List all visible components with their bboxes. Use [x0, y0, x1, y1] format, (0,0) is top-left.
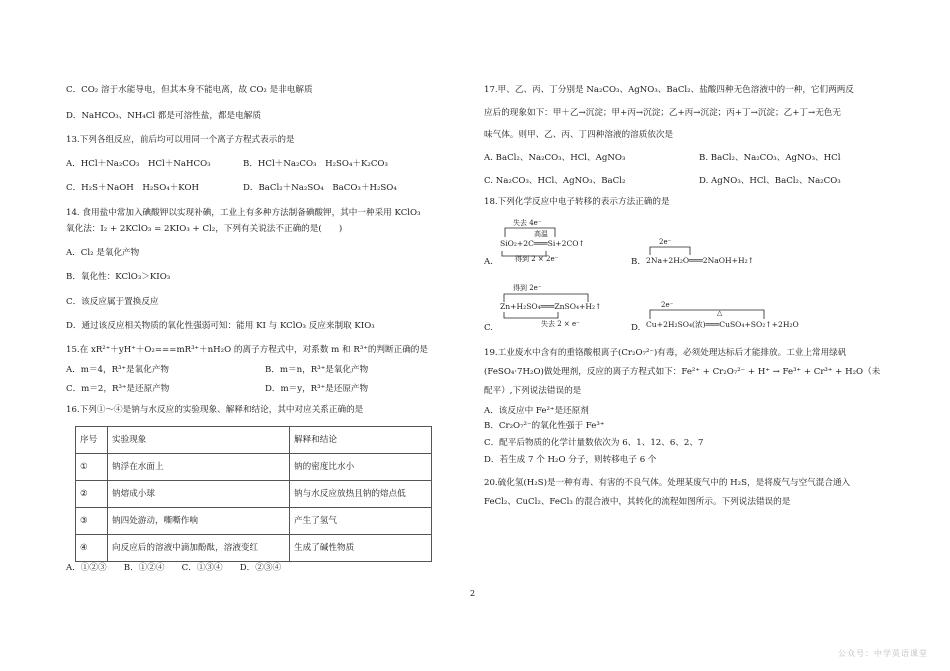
q13-stem: 13.下列各组反应，前后均可以用同一个离子方程式表示的是: [66, 135, 295, 145]
q20-stem-line1: 20.硫化氢(H₂S)是一种有毒、有害的不良气体。处理某废气中的 H₂S，是将废气与空气混合通入: [484, 478, 851, 488]
table-cell: 钠的密度比水小: [290, 454, 432, 481]
diagram-d-top-label: 2e⁻: [661, 301, 674, 309]
diagram-a-top-label: 失去 4e⁻: [513, 219, 542, 227]
q19-option-d: D．若生成 7 个 H₂O 分子，则转移电子 6 个: [484, 455, 657, 465]
q16-stem: 16.下列①～④是钠与水反应的实验现象、解释和结论，其中对应关系正确的是: [66, 405, 364, 415]
page-number: 2: [470, 589, 476, 598]
watermark: 公众号：中学英语课堂: [838, 649, 928, 658]
q18-stem: 18.下列化学反应中电子转移的表示方法正确的是: [484, 197, 670, 207]
q15-option-b: B．m＝n，R³⁺是氧化产物: [265, 365, 369, 375]
diagram-c-equation: Zn+H₂SO₄═══ZnSO₄+H₂↑: [500, 302, 602, 311]
table-header: 序号: [76, 427, 108, 454]
table-row: [76, 481, 432, 508]
q19-option-b: B．Cr₂O₇²⁻的氧化性强于 Fe³⁺: [484, 421, 605, 431]
table-cell: ③: [76, 508, 108, 535]
diagram-c-top-label: 得到 2e⁻: [513, 284, 542, 292]
table-row: [76, 454, 432, 481]
q19-stem-line1: 19.工业废水中含有的重铬酸根离子(Cr₂O₇²⁻)有毒，必须处理达标后才能排放。工业上常用绿矾: [484, 348, 847, 358]
q20-stem-line2: FeCl₂、CuCl₂、FeCl₃ 的混合液中，其转化的流程如图所示。下列说法错误的是: [484, 497, 791, 507]
table-cell: ②: [76, 481, 108, 508]
q17-option-b: B. BaCl₂、Na₂CO₃、AgNO₃、HCl: [699, 153, 841, 163]
q18-option-d-label: D.: [631, 323, 641, 333]
diagram-c-bottom-label: 失去 2 × e⁻: [541, 320, 580, 328]
diagram-c-arrows: [500, 288, 600, 324]
q15-stem: 15.在 xR²⁺＋yH⁺＋O₂===mR³⁺＋nH₂O 的离子方程式中，对系数 m 和 R³⁺的判断正确的是: [66, 345, 428, 355]
q14-option-b: B．氧化性：KClO₃＞KIO₃: [66, 272, 171, 282]
q13-option-b: B．HCl＋Na₂CO₃ H₂SO₄＋K₂CO₃: [243, 159, 388, 169]
diagram-a-arrows: [500, 222, 590, 258]
experiment-table: [75, 426, 432, 562]
diagram-d-equation: Cu+2H₂SO₄(浓)═══CuSO₄+SO₂↑+2H₂O: [646, 320, 799, 329]
table-row: [76, 508, 432, 535]
q15-option-a: A．m＝4，R³⁺是氧化产物: [66, 365, 170, 375]
table-cell: 钠浮在水面上: [108, 454, 290, 481]
table-cell: ④: [76, 535, 108, 562]
q19-stem-line3: 配平）,下列说法错误的是: [484, 386, 582, 396]
q19-option-a: A．该反应中 Fe²⁺是还原剂: [484, 406, 589, 416]
q18-option-b-label: B.: [631, 257, 641, 267]
q14-option-d: D．通过该反应相关物质的氧化性强弱可知：能用 KI 与 KClO₃ 反应来制取 KIO₃: [66, 321, 375, 331]
diagram-b-arrow: [646, 244, 706, 256]
table-cell: 钠熔成小球: [108, 481, 290, 508]
q14-option-a: A．Cl₂ 是氧化产物: [66, 248, 140, 258]
table-cell: 钠与水反应放热且钠的熔点低: [290, 481, 432, 508]
q13-option-a: A．HCl＋Na₂CO₃ HCl＋NaHCO₃: [66, 159, 211, 169]
diagram-a-equation: SiO₂+2C═══Si+2CO↑: [500, 239, 585, 248]
q18-option-a-label: A.: [484, 257, 493, 267]
diagram-b-equation: 2Na+2H₂O═══2NaOH+H₂↑: [646, 256, 755, 265]
table-header: 实验现象: [108, 427, 290, 454]
table-header-row: [76, 427, 432, 454]
diagram-a-bottom-label: 得到 2 × 2e⁻: [515, 255, 559, 263]
q13-option-d: D．BaCl₂＋Na₂SO₄ BaCO₃＋H₂SO₄: [243, 183, 397, 193]
q15-option-d: D．m＝y，R³⁺是还原产物: [265, 384, 369, 394]
q16-options: A．①②③ B．①②④ C．①③④ D．②③④: [66, 563, 282, 573]
q17-option-d: D. AgNO₃、HCl、BaCl₂、Na₂CO₃: [699, 176, 841, 186]
q17-option-a: A. BaCl₂、Na₂CO₃、HCl、AgNO₃: [484, 153, 626, 163]
diagram-a-condition: 高温: [534, 230, 548, 238]
q15-option-c: C．m＝2，R³⁺是还原产物: [66, 384, 170, 394]
table-header: 解释和结论: [290, 427, 432, 454]
q17-stem-line1: 17.甲、乙、丙、丁分别是 Na₂CO₃、AgNO₃、BaCl₂、盐酸四种无色溶液中的一种，它们两两反: [484, 85, 854, 95]
table-cell: 生成了碱性物质: [290, 535, 432, 562]
q19-option-c: C．配平后物质的化学计量数依次为 6、1、12、6、2、7: [484, 438, 704, 448]
q19-stem-line2: (FeSO₄·7H₂O)做处理剂，反应的离子方程式如下：Fe²⁺ + Cr₂O₇²⁻ + H⁺ → Fe³⁺ + Cr³⁺ + H₂O（未: [484, 367, 881, 377]
q12-option-d: D．NaHCO₃、NH₄Cl 都是可溶性盐，都是电解质: [66, 111, 261, 121]
table-row: [76, 535, 432, 562]
q17-stem-line3: 味气体。则甲、乙、丙、丁四种溶液的溶质依次是: [484, 130, 674, 140]
q13-option-c: C．H₂S＋NaOH H₂SO₄＋KOH: [66, 183, 200, 193]
q14-stem-line1: 14. 食用盐中常加入碘酸钾以实现补碘，工业上有多种方法制备碘酸钾，其中一种采用 KClO₃: [66, 208, 421, 218]
table-cell: 向反应后的溶液中滴加酚酞，溶液变红: [108, 535, 290, 562]
table-cell: ①: [76, 454, 108, 481]
diagram-d-arrow: [646, 307, 776, 320]
diagram-b-top-label: 2e⁻: [659, 238, 672, 246]
table-cell: 钠四处游动，嘶嘶作响: [108, 508, 290, 535]
q17-option-c: C. Na₂CO₃、HCl、AgNO₃、BaCl₂: [484, 176, 626, 186]
q17-stem-line2: 应后的现象如下：甲＋乙→沉淀；甲+丙→沉淀；乙+丙→沉淀；丙+丁→沉淀；乙+丁→无色无: [484, 108, 841, 118]
q14-stem-line2: 氧化法：I₂ + 2KClO₃ = 2KIO₃ + Cl₂，下列有关说法不正确的是( ): [66, 224, 343, 234]
q12-option-c: C．CO₂ 溶于水能导电，但其本身不能电离，故 CO₂ 是非电解质: [66, 85, 313, 95]
q18-option-c-label: C.: [484, 323, 494, 333]
table-cell: 产生了氢气: [290, 508, 432, 535]
q14-option-c: C．该反应属于置换反应: [66, 297, 159, 307]
diagram-d-condition: △: [717, 309, 723, 317]
